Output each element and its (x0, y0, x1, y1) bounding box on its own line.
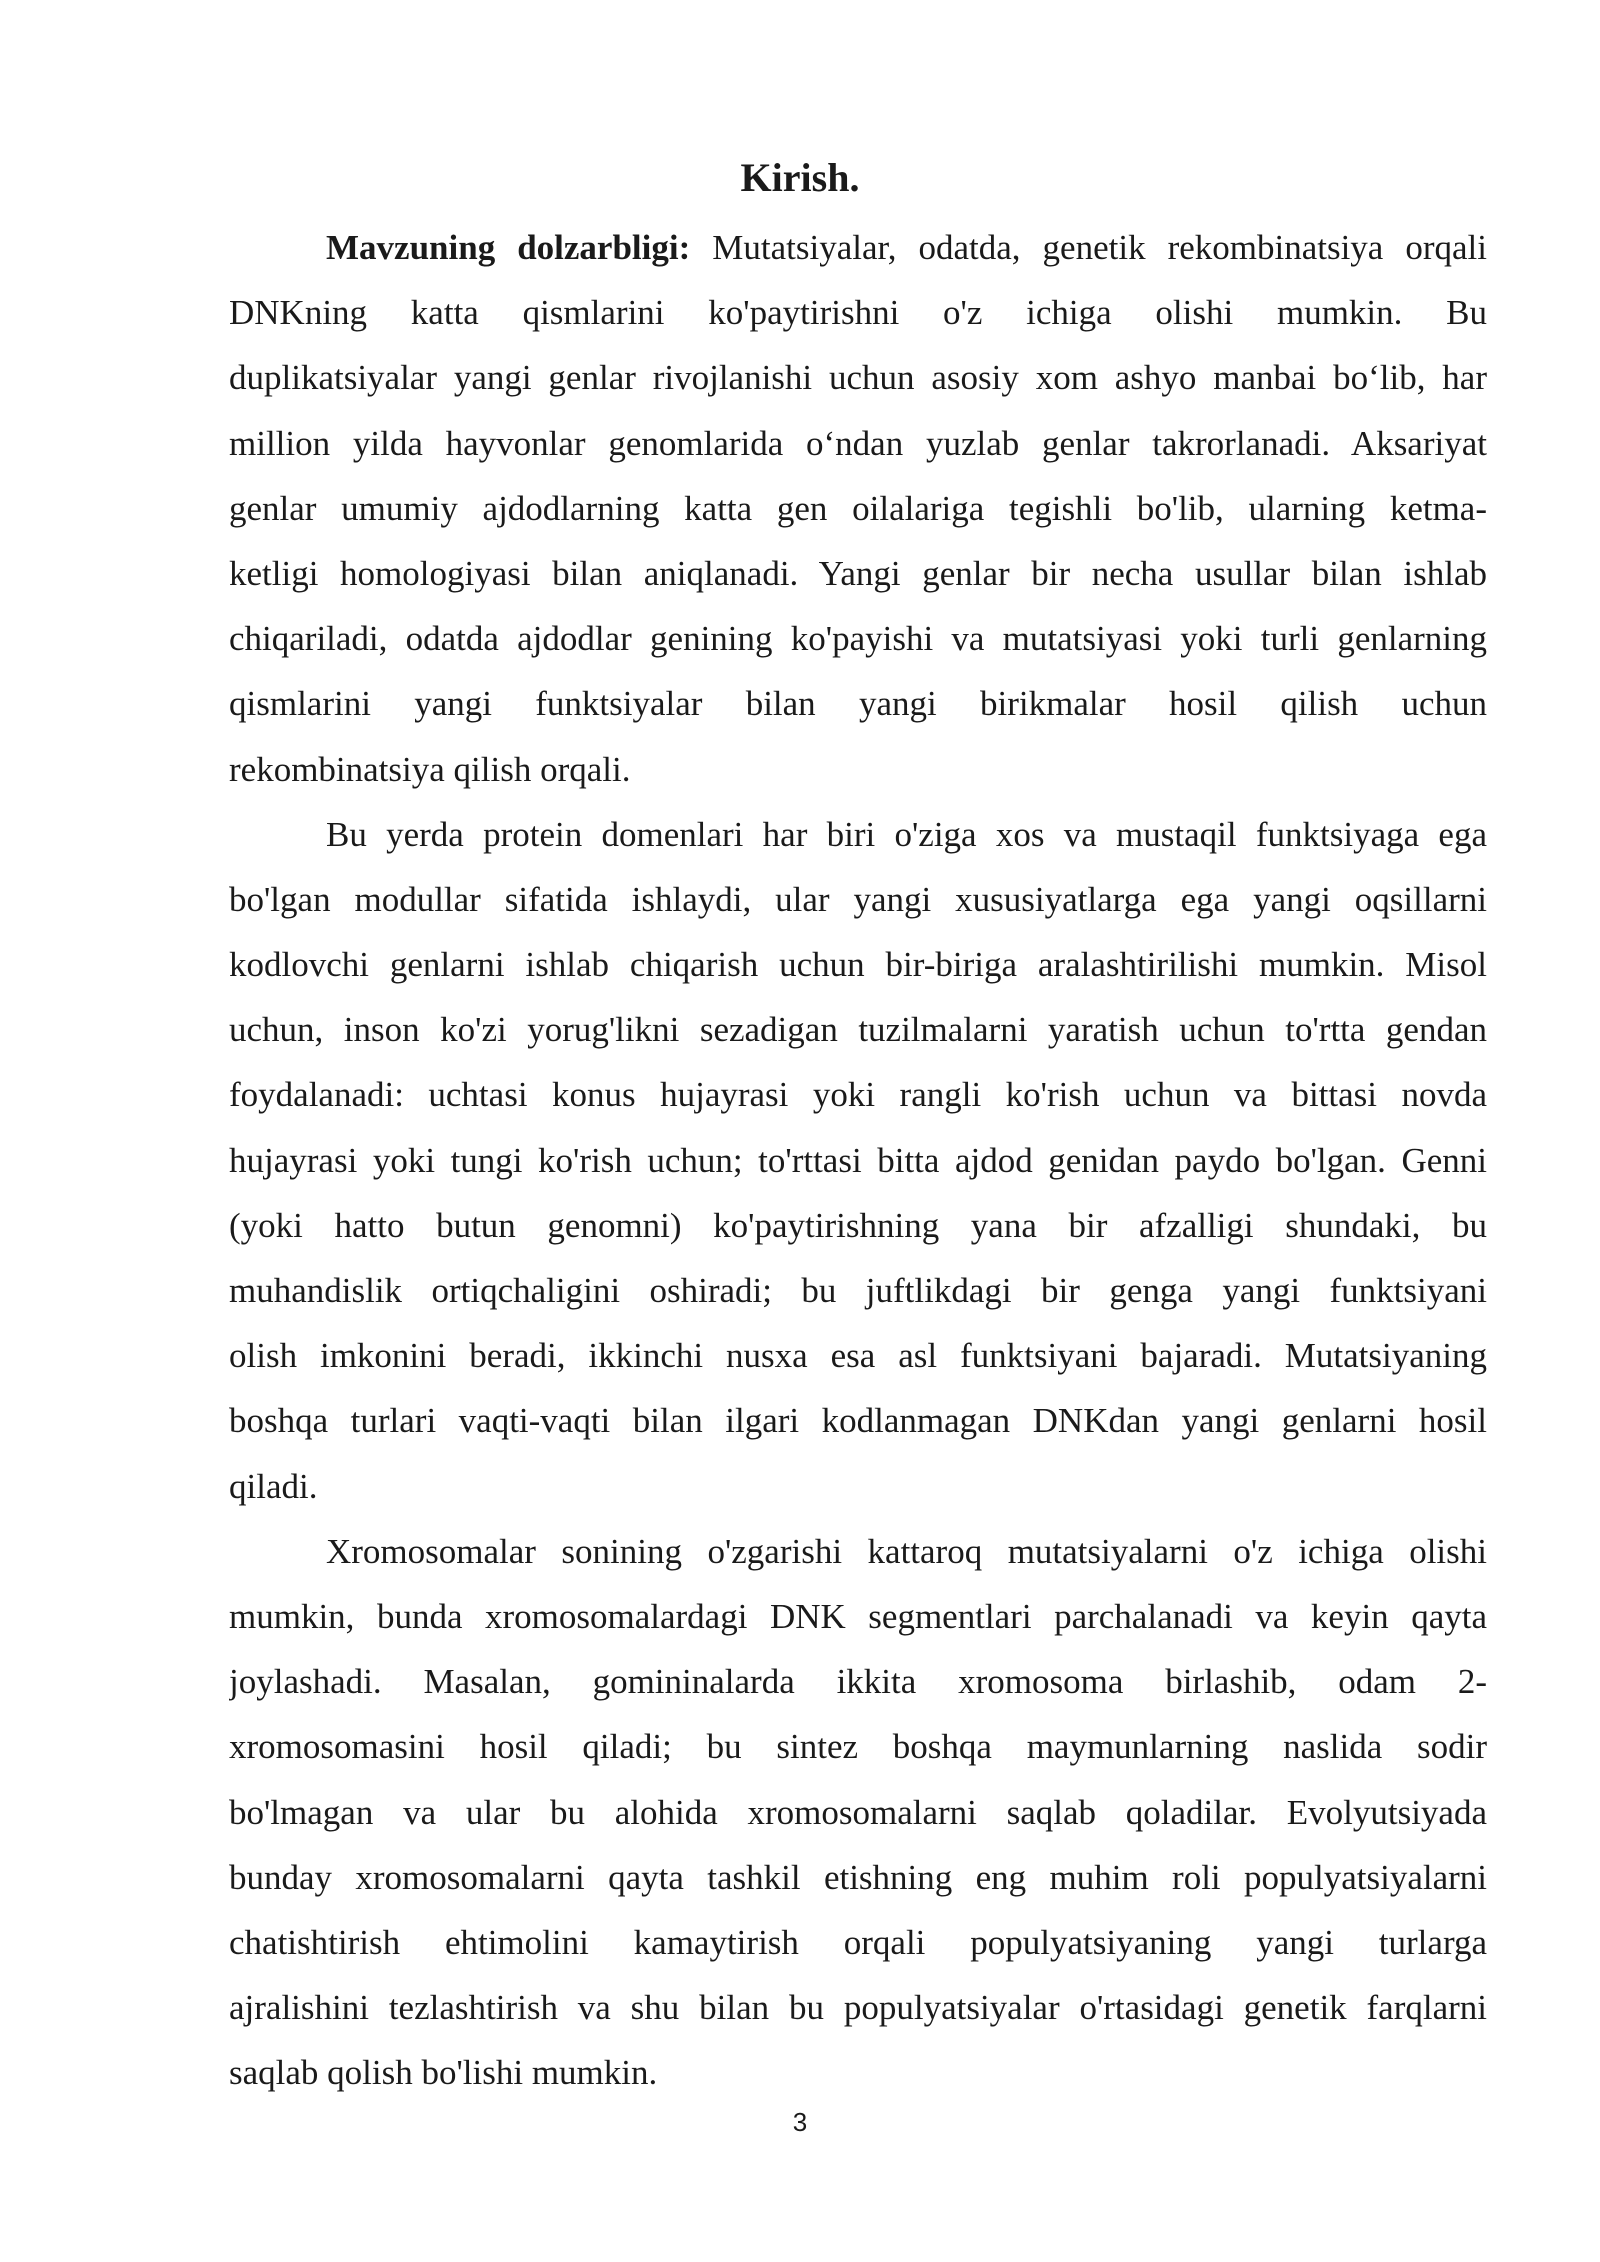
paragraph-line: Bu yerda protein domenlari har biri o'ziga xos va mustaqil funktsiyaga ega (326, 814, 1487, 854)
paragraph-line (229, 215, 1487, 280)
paragraph-line: uchun, inson ko'zi yorug'likni sezadigan tuzilmalarni yaratish uchun to'rtta gendan (229, 1010, 1487, 1050)
paragraph-lead: Mavzuning dolzarbligi: (326, 228, 691, 267)
page-title: Kirish. (740, 155, 860, 200)
paragraph-line: xromosomasini hosil qiladi; bu sintez boshqa maymunlarning naslida sodir (229, 1727, 1487, 1767)
paragraph-line: qismlarini yangi funktsiyalar bilan yangi birikmalar hosil qilish uchun (229, 684, 1487, 724)
paragraph-line: Xromosomalar sonining o'zgarishi kattaroq mutatsiyalarni o'z ichiga olishi (326, 1531, 1487, 1571)
paragraph-line: foydalanadi: uchtasi konus hujayrasi yoki rangli ko'rish uchun va bittasi novda (229, 1075, 1487, 1115)
paragraph-line: million yilda hayvonlar genomlarida o‘ndan yuzlab genlar takrorlanadi. Aksariyat (229, 423, 1487, 463)
paragraph-line: mumkin, bunda xromosomalardagi DNK segmentlari parchalanadi va keyin qayta (229, 1596, 1487, 1636)
paragraph-line: chatishtirish ehtimolini kamaytirish orqali populyatsiyaning yangi turlarga (229, 1922, 1487, 1962)
paragraph-line: kodlovchi genlarni ishlab chiqarish uchun bir-biriga aralashtirilishi mumkin. Misol (229, 945, 1487, 985)
paragraph-line: bunday xromosomalarni qayta tashkil etishning eng muhim roli populyatsiyalarni (229, 1857, 1487, 1897)
paragraph-line: bo'lgan modullar sifatida ishlaydi, ular yangi xususiyatlarga ega yangi oqsillarni (229, 879, 1487, 919)
paragraph-line-text: Mutatsiyalar, odatda, genetik rekombinatsiya orqali (690, 228, 1487, 267)
paragraph-line: DNKning katta qismlarini ko'paytirishni o'z ichiga olishi mumkin. Bu (229, 293, 1487, 333)
paragraph-line: ketligi homologiyasi bilan aniqlanadi. Yangi genlar bir necha usullar bilan ishlab (229, 553, 1487, 593)
paragraph-line: chiqariladi, odatda ajdodlar genining ko'payishi va mutatsiyasi yoki turli genlarning (229, 619, 1487, 659)
paragraph-line: hujayrasi yoki tungi ko'rish uchun; to'rttasi bitta ajdod genidan paydo bo'lgan. Genni (229, 1140, 1487, 1180)
body-text (229, 215, 1487, 2105)
paragraph-line: joylashadi. Masalan, gomininalarda ikkita xromosoma birlashib, odam 2- (229, 1662, 1487, 1702)
paragraph-line: boshqa turlari vaqti-vaqti bilan ilgari kodlanmagan DNKdan yangi genlarni hosil (229, 1401, 1487, 1441)
paragraph-line: olish imkonini beradi, ikkinchi nusxa esa asl funktsiyani bajaradi. Mutatsiyaning (229, 1336, 1487, 1376)
paragraph-relevance (229, 215, 1487, 802)
paragraph-chromosomes (229, 1519, 1487, 2106)
page-number: 3 (792, 2107, 808, 2137)
paragraph-line: muhandislik ortiqchaligini oshiradi; bu juftlikdagi bir genga yangi funktsiyani (229, 1271, 1487, 1310)
paragraph-line: qiladi. (229, 1466, 318, 1506)
paragraph-line: bo'lmagan va ular bu alohida xromosomalarni saqlab qoladilar. Evolyutsiyada (229, 1792, 1487, 1832)
paragraph-line: (yoki hatto butun genomni) ko'paytirishning yana bir afzalligi shundaki, bu (229, 1205, 1487, 1245)
paragraph-line: saqlab qolish bo'lishi mumkin. (229, 2053, 658, 2093)
paragraph-line: genlar umumiy ajdodlarning katta gen oilalariga tegishli bo'lib, ularning ketma- (229, 488, 1487, 528)
paragraph-line: duplikatsiyalar yangi genlar rivojlanishi uchun asosiy xom ashyo manbai bo‘lib, har (229, 358, 1487, 398)
paragraph-protein-domains (229, 802, 1487, 1519)
paragraph-line: ajralishini tezlashtirish va shu bilan bu populyatsiyalar o'rtasidagi genetik farqlarni (229, 1988, 1487, 2028)
paragraph-line: rekombinatsiya qilish orqali. (229, 749, 631, 789)
